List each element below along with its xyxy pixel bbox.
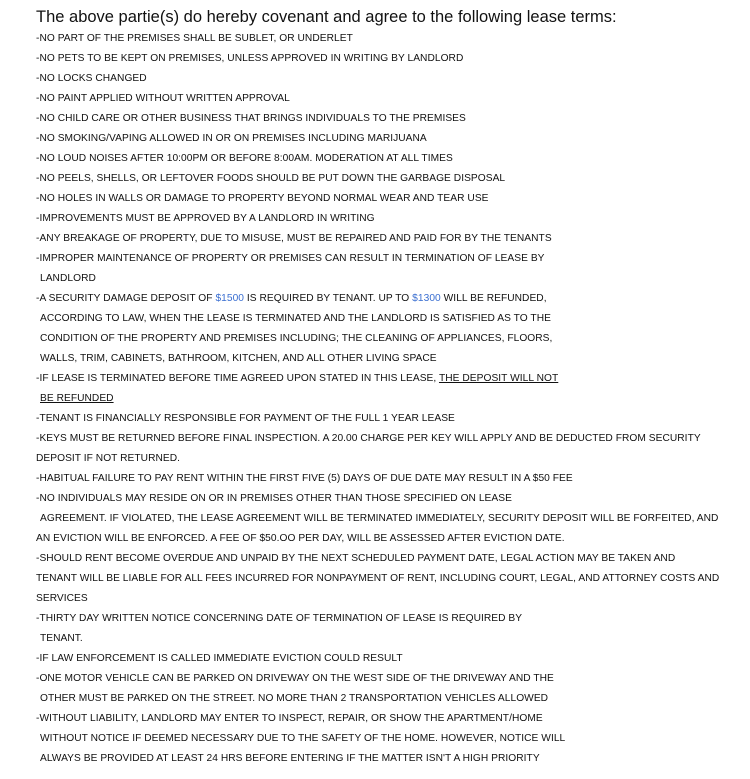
term-late-rent-fee: -HABITUAL FAILURE TO PAY RENT WITHIN THE FIRST FIVE (5) DAYS OF DUE DATE MAY RESULT IN A $50 FEE bbox=[36, 473, 573, 484]
term-no-smoking: -NO SMOKING/VAPING ALLOWED IN OR ON PREMISES INCLUDING MARIJUANA bbox=[36, 133, 427, 144]
term-vehicles: -ONE MOTOR VEHICLE CAN BE PARKED ON DRIVEWAY ON THE WEST SIDE OF THE DRIVEWAY AND THE bbox=[36, 673, 554, 684]
term-overdue-rent: -SHOULD RENT BECOME OVERDUE AND UNPAID BY THE NEXT SCHEDULED PAYMENT DATE, LEGAL ACTION MAY BE TAKEN AND bbox=[36, 553, 676, 564]
term-thirty-day-notice-cont: TENANT. bbox=[40, 633, 83, 644]
term-landlord-entry-cont-2: ALWAYS BE PROVIDED AT LEAST 24 HRS BEFORE ENTERING IF THE MATTER ISN'T A HIGH PRIORITY bbox=[40, 753, 540, 764]
term-no-child-care: -NO CHILD CARE OR OTHER BUSINESS THAT BRINGS INDIVIDUALS TO THE PREMISES bbox=[36, 113, 466, 124]
term-breakage: -ANY BREAKAGE OF PROPERTY, DUE TO MISUSE, MUST BE REPAIRED AND PAID FOR BY THE TENANTS bbox=[36, 233, 552, 244]
term-improvements: -IMPROVEMENTS MUST BE APPROVED BY A LANDLORD IN WRITING bbox=[36, 213, 375, 224]
term-improper-maintenance-cont: LANDLORD bbox=[40, 273, 96, 284]
deposit-text-post: WILL BE REFUNDED, bbox=[440, 293, 547, 304]
term-security-deposit-cont-2: CONDITION OF THE PROPERTY AND PREMISES INCLUDING; THE CLEANING OF APPLIANCES, FLOORS, bbox=[40, 333, 553, 344]
early-termination-underlined: THE DEPOSIT WILL NOT bbox=[438, 373, 559, 384]
term-no-loud-noises: -NO LOUD NOISES AFTER 10:00PM OR BEFORE 8:00AM. MODERATION AT ALL TIMES bbox=[36, 153, 453, 164]
term-landlord-entry: -WITHOUT LIABILITY, LANDLORD MAY ENTER TO INSPECT, REPAIR, OR SHOW THE APARTMENT/HOME bbox=[36, 713, 543, 724]
term-occupants: -NO INDIVIDUALS MAY RESIDE ON OR IN PREMISES OTHER THAN THOSE SPECIFIED ON LEASE bbox=[36, 493, 512, 504]
term-landlord-entry-cont-1: WITHOUT NOTICE IF DEEMED NECESSARY DUE TO THE SAFETY OF THE HOME. HOWEVER, NOTICE WILL bbox=[40, 733, 566, 744]
term-occupants-cont-1: AGREEMENT. IF VIOLATED, THE LEASE AGREEMENT WILL BE TERMINATED IMMEDIATELY, SECURITY DEPOSIT WILL BE FORFEITED, AND bbox=[40, 513, 719, 524]
early-termination-text: -IF LEASE IS TERMINATED BEFORE TIME AGREED UPON STATED IN THIS LEASE, bbox=[36, 373, 439, 384]
term-occupants-cont-2: AN EVICTION WILL BE ENFORCED. A FEE OF $50.OO PER DAY, WILL BE ASSESSED AFTER EVICTION DATE. bbox=[36, 533, 565, 544]
term-full-year-lease: -TENANT IS FINANCIALLY RESPONSIBLE FOR PAYMENT OF THE FULL 1 YEAR LEASE bbox=[36, 413, 455, 424]
term-garbage-disposal: -NO PEELS, SHELLS, OR LEFTOVER FOODS SHOULD BE PUT DOWN THE GARBAGE DISPOSAL bbox=[36, 173, 506, 184]
term-thirty-day-notice: -THIRTY DAY WRITTEN NOTICE CONCERNING DATE OF TERMINATION OF LEASE IS REQUIRED BY bbox=[36, 613, 523, 624]
term-security-deposit bbox=[36, 289, 742, 309]
deposit-text-mid: IS REQUIRED BY TENANT. UP TO bbox=[244, 293, 413, 304]
term-no-pets: -NO PETS TO BE KEPT ON PREMISES, UNLESS APPROVED IN WRITING BY LANDLORD bbox=[36, 53, 464, 64]
term-law-enforcement: -IF LAW ENFORCEMENT IS CALLED IMMEDIATE EVICTION COULD RESULT bbox=[36, 653, 403, 664]
term-keys-returned: -KEYS MUST BE RETURNED BEFORE FINAL INSPECTION. A 20.00 CHARGE PER KEY WILL APPLY AND BE DEDUCTED FROM SECURITY bbox=[36, 433, 701, 444]
early-termination-underlined-cont: BE REFUNDED bbox=[40, 393, 114, 404]
deposit-amount: $1500 bbox=[215, 293, 245, 304]
term-improper-maintenance: -IMPROPER MAINTENANCE OF PROPERTY OR PREMISES CAN RESULT IN TERMINATION OF LEASE BY bbox=[36, 253, 545, 264]
term-early-termination-cont bbox=[36, 389, 742, 409]
term-vehicles-cont: OTHER MUST BE PARKED ON THE STREET. NO MORE THAN 2 TRANSPORTATION VEHICLES ALLOWED bbox=[40, 693, 549, 704]
deposit-refund-amount: $1300 bbox=[412, 293, 441, 304]
term-overdue-rent-cont-2: SERVICES bbox=[36, 593, 88, 604]
term-early-termination bbox=[36, 369, 742, 389]
term-no-holes: -NO HOLES IN WALLS OR DAMAGE TO PROPERTY BEYOND NORMAL WEAR AND TEAR USE bbox=[36, 193, 489, 204]
term-no-locks-changed: -NO LOCKS CHANGED bbox=[36, 73, 147, 84]
term-no-sublet: -NO PART OF THE PREMISES SHALL BE SUBLET, OR UNDERLET bbox=[36, 33, 353, 44]
term-security-deposit-cont-1: ACCORDING TO LAW, WHEN THE LEASE IS TERMINATED AND THE LANDLORD IS SATISFIED AS TO THE bbox=[40, 313, 551, 324]
lease-terms-heading: The above partie(s) do hereby covenant and agree to the following lease terms: bbox=[36, 8, 617, 26]
term-keys-returned-cont: DEPOSIT IF NOT RETURNED. bbox=[36, 453, 181, 464]
term-overdue-rent-cont-1: TENANT WILL BE LIABLE FOR ALL FEES INCURRED FOR NONPAYMENT OF RENT, INCLUDING COURT, LEGAL, AND ATTORNEY COSTS AND bbox=[36, 573, 720, 584]
term-security-deposit-cont-3: WALLS, TRIM, CABINETS, BATHROOM, KITCHEN, AND ALL OTHER LIVING SPACE bbox=[40, 353, 437, 364]
deposit-text-pre: -A SECURITY DAMAGE DEPOSIT OF bbox=[36, 293, 216, 304]
term-no-paint: -NO PAINT APPLIED WITHOUT WRITTEN APPROVAL bbox=[36, 93, 290, 104]
